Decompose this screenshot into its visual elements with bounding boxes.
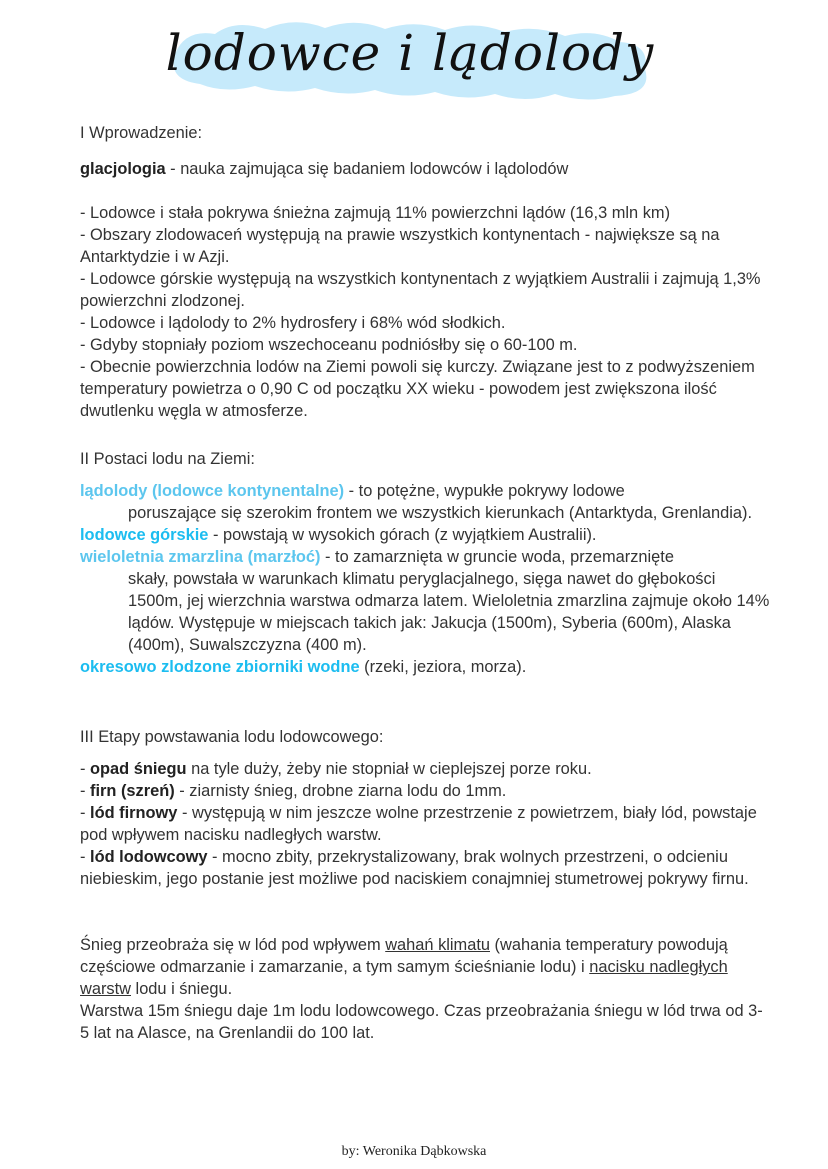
list-item: - Gdyby stopniały poziom wszechoceanu podniósłby się o 60-100 m. — [80, 336, 578, 354]
list-item: - Lodowce górskie występują na wszystkich kontynentach z wyjątkiem Australii i zajmują 1,3% powierzchni zlodzonej. — [80, 270, 761, 310]
definition-text: - nauka zajmująca się badaniem lodowców i lądolodów — [165, 160, 569, 178]
underlined-text: nacisku nadległych warstw — [80, 958, 728, 998]
item-text: - ziarnisty śnieg, drobne ziarna lodu do 1mm. — [174, 782, 507, 800]
entry-text: - powstają w wysokich górach (z wyjątkiem Australii). — [208, 526, 597, 544]
text: (wahania temperatury powodują częściowe odmarzanie i zamarzanie, a tym samym ścieśnianie lodu) i — [80, 936, 728, 976]
list-item: - Obszary zlodowaceń występują na prawie wszystkich kontynentach - największe są na Antarktydzie i w Azji. — [80, 226, 720, 266]
list-item: - Lodowce i lądolody to 2% hydrosfery i 68% wód słodkich. — [80, 314, 506, 332]
term: lądolody (lodowce kontynentalne) — [80, 482, 345, 500]
list-item: - lód lodowcowy - mocno zbity, przekrystalizowany, brak wolnych przestrzeni, o odcieniu niebieskim, jego postanie jest możliwe pod naciskiem conajmniej stumetrowej pokrywy firnu. — [80, 848, 749, 888]
entry-text: (rzeki, jeziora, morza). — [359, 658, 527, 676]
term: lód lodowcowy — [90, 848, 208, 866]
section-summary — [80, 934, 770, 1044]
term: wieloletnia zmarzlina (marzłoć) — [80, 548, 321, 566]
entry — [80, 524, 770, 546]
author-footer: by: Weronika Dąbkowska — [341, 1144, 487, 1159]
item-text: - mocno zbity, przekrystalizowany, brak wolnych przestrzeni, o odcieniu niebieskim, jego postanie jest możliwe pod naciskiem conajmniej stumetrowej pokrywy firnu. — [80, 848, 749, 888]
list-item: - Obecnie powierzchnia lodów na Ziemi powoli się kurczy. Związane jest to z podwyższeniem temperatury powietrza o 0,90 C od początku XX wieku - powodem jest zwiększona ilość dwutlenku węgla w atmosferze. — [80, 358, 755, 420]
title-banner — [165, 8, 655, 100]
section-introduction — [80, 122, 770, 422]
text: lodu i śniegu. — [131, 980, 233, 998]
term: firn (szreń) — [90, 782, 175, 800]
page-title: lodowce i lądolody — [165, 24, 655, 82]
entry — [80, 546, 770, 568]
entry-continuation: poruszające się szerokim frontem we wszystkich kierunkach (Antarktyda, Grenlandia). — [128, 504, 752, 522]
list-item: - firn (szreń) - ziarnisty śnieg, drobne ziarna lodu do 1mm. — [80, 782, 507, 800]
section-heading: I Wprowadzenie: — [80, 124, 203, 142]
term: lód firnowy — [90, 804, 178, 822]
section-ice-stages — [80, 726, 770, 890]
definition — [80, 158, 770, 180]
term: lodowce górskie — [80, 526, 209, 544]
section-heading: III Etapy powstawania lodu lodowcowego: — [80, 728, 384, 746]
term: glacjologia — [80, 160, 166, 178]
entry — [80, 480, 770, 502]
section-heading: II Postaci lodu na Ziemi: — [80, 450, 255, 468]
text: Śnieg przeobraża się w lód pod wpływem — [80, 936, 386, 954]
term: opad śniegu — [90, 760, 187, 778]
entry-text: - to zamarznięta w gruncie woda, przemarznięte — [320, 548, 674, 566]
paragraph: Warstwa 15m śniegu daje 1m lodu lodowcowego. Czas przeobrażania śniegu w lód trwa od 3-5 lat na Alasce, na Grenlandii do 100 lat. — [80, 1002, 763, 1042]
section-ice-forms — [80, 448, 770, 678]
list-item: - Lodowce i stała pokrywa śnieżna zajmują 11% powierzchni lądów (16,3 mln km) — [80, 204, 671, 222]
paragraph — [80, 934, 770, 1000]
underlined-text: wahań klimatu — [385, 936, 490, 954]
entry-text: - to potężne, wypukłe pokrywy lodowe — [344, 482, 625, 500]
item-text: na tyle duży, żeby nie stopniał w cieplejszej porze roku. — [186, 760, 592, 778]
entry-continuation: skały, powstała w warunkach klimatu peryglacjalnego, sięga nawet do głębokości 1500m, jej wierzchnia warstwa odmarza latem. Wieloletnia zmarzlina zajmuje około 14% lądów. Występuje w miejscach takich jak: Jakucja (1500m), Syberia (600m), Alaska (400m), Suwalszczyzna (400 m). — [128, 570, 770, 654]
list-item: - lód firnowy - występują w nim jeszcze wolne przestrzenie z powietrzem, biały lód, powstaje pod wpływem nacisku nadległych warstw. — [80, 804, 757, 844]
item-text: - występują w nim jeszcze wolne przestrzenie z powietrzem, biały lód, powstaje pod wpływem nacisku nadległych warstw. — [80, 804, 757, 844]
list-item: - opad śniegu na tyle duży, żeby nie stopniał w cieplejszej porze roku. — [80, 760, 592, 778]
term: okresowo zlodzone zbiorniki wodne — [80, 658, 360, 676]
entry — [80, 656, 770, 678]
